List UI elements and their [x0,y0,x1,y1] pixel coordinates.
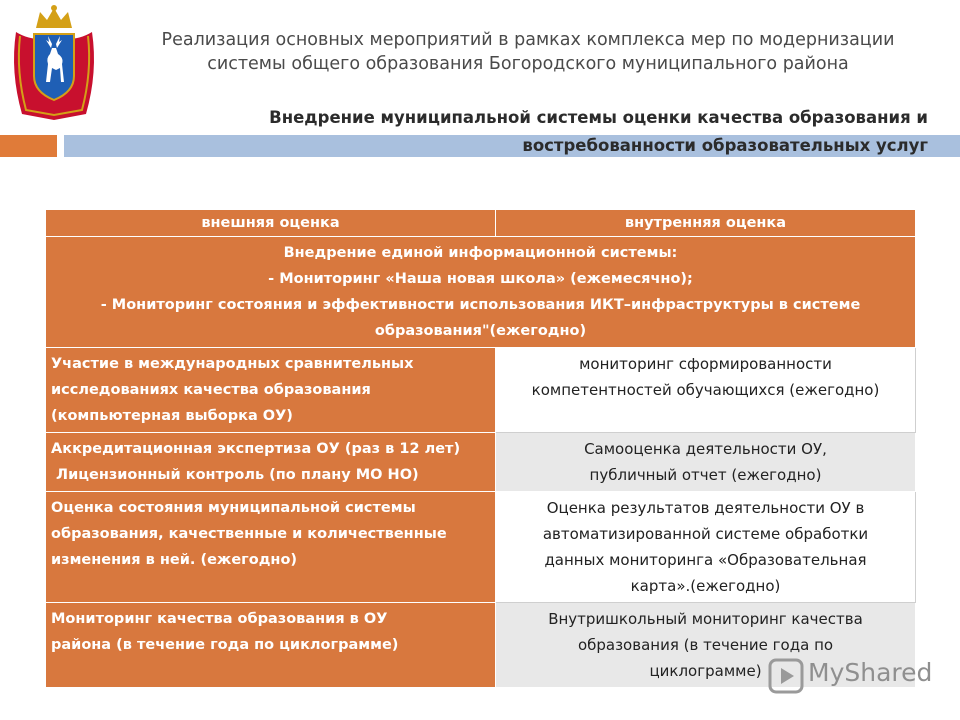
table-header-row [46,210,916,237]
watermark-text: MyShared [808,658,933,687]
merged-line: - Мониторинг состояния и эффективности использования ИКТ–инфраструктуры в системе [100,297,861,313]
cell-line: мониторинг сформированности [579,355,832,373]
internal-cell [496,492,916,603]
external-cell [46,433,496,492]
cell-line: циклограмме) [649,662,762,680]
cell-line: Оценка результатов деятельности ОУ в [546,499,865,517]
slide-title [150,104,928,160]
title-line-1: Внедрение муниципальной системы оценки качества образования и [269,108,928,127]
myshared-watermark [766,656,936,696]
cell-line: Участие в международных сравнительных [51,356,414,372]
merged-info-system-cell [46,237,916,348]
subtitle-line-2: системы общего образования Богородского муниципального района [207,54,849,74]
cell-line: карта».(ежегодно) [630,577,781,595]
coat-of-arms-emblem [6,2,102,122]
cell-line: изменения в ней. (ежегодно) [51,552,298,568]
table-row [46,492,916,603]
cell-line: района (в течение года по циклограмме) [51,637,399,653]
cell-line: данных мониторинга «Образовательная [544,551,867,569]
title-line-2: востребованности образовательных услуг [522,136,928,155]
merged-line: образования"(ежегодно) [374,323,587,339]
table-row [46,433,916,492]
slide-subtitle [108,28,948,76]
merged-line: Внедрение единой информационной системы: [283,245,678,261]
cell-line: образования, качественные и количественные [51,526,447,542]
cell-line: Внутришкольный мониторинг качества [548,610,863,628]
cell-line: Мониторинг качества образования в ОУ [51,611,388,627]
merged-line: - Мониторинг «Наша новая школа» (ежемесячно); [268,271,693,287]
cell-line: публичный отчет (ежегодно) [589,466,822,484]
cell-line: автоматизированной системе обработки [542,525,869,543]
cell-line: Аккредитационная экспертиза ОУ (раз в 12 лет) [51,441,461,457]
cell-line: (компьютерная выборка ОУ) [51,408,293,424]
accent-bar-orange [0,135,57,157]
table-row [46,348,916,433]
cell-line: компетентностей обучающихся (ежегодно) [531,381,880,399]
cell-line: образования (в течение года по [577,636,834,654]
cell-line: Самооценка деятельности ОУ, [584,440,827,458]
external-cell [46,492,496,603]
header-external-assessment: внешняя оценка [46,210,496,237]
external-cell [46,348,496,433]
internal-cell [496,348,916,433]
play-icon [768,658,804,694]
assessment-table [45,209,916,688]
header-internal-assessment: внутренняя оценка [496,210,916,237]
external-cell [46,603,496,688]
internal-cell [496,433,916,492]
subtitle-line-1: Реализация основных мероприятий в рамках комплекса мер по модернизации [161,30,895,50]
cell-line: Оценка состояния муниципальной системы [51,500,416,516]
cell-line: Лицензионный контроль (по плану МО НО) [51,467,419,483]
merged-info-system-row [46,237,916,348]
cell-line: исследованиях качества образования [51,382,371,398]
